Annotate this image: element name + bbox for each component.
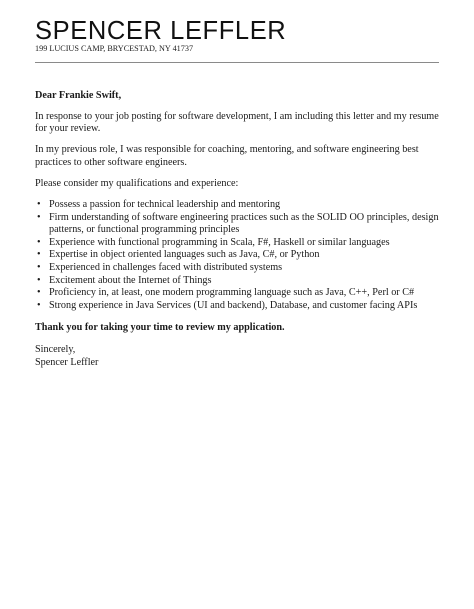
closing-statement: Thank you for taking your time to review my application. (35, 322, 285, 334)
paragraph-qualifications-lead: Please consider my qualifications and experience: (35, 177, 239, 189)
applicant-name: SPENCER LEFFLER (35, 17, 287, 45)
list-item: • Experienced in challenges faced with distributed systems (35, 262, 445, 275)
letter-body (35, 90, 445, 369)
valediction: Sincerely, (35, 344, 76, 355)
list-item: • Possess a passion for technical leadership and mentoring (35, 199, 445, 212)
list-item: • Proficiency in, at least, one modern programming language such as Java, C++, Perl or C# (35, 287, 445, 300)
list-item: • Experience with functional programming in Scala, F#, Haskell or similar languages (35, 237, 445, 250)
applicant-address: 199 LUCIUS CAMP, BRYCESTAD, NY 41737 (35, 44, 194, 53)
list-item: • Expertise in object oriented languages such as Java, C#, or Python (35, 249, 445, 262)
signature-name: Spencer Leffler (35, 356, 99, 368)
qualifications-list (35, 199, 445, 312)
paragraph-previous-role: In my previous role, I was responsible for coaching, mentoring, and software engineering best practices to other software engineers. (35, 144, 419, 168)
list-item: • Excitement about the Internet of Things (35, 275, 445, 288)
list-item: • Strong experience in Java Services (UI and backend), Database, and customer facing APIs (35, 300, 445, 313)
salutation: Dear Frankie Swift, (35, 90, 122, 101)
list-item: • Firm understanding of software engineering practices such as the SOLID OO principles, design patterns, or functional programming principles (35, 212, 445, 237)
header-divider (35, 62, 439, 63)
paragraph-intro: In response to your job posting for software development, I am including this letter and my resume for your review. (35, 110, 439, 135)
